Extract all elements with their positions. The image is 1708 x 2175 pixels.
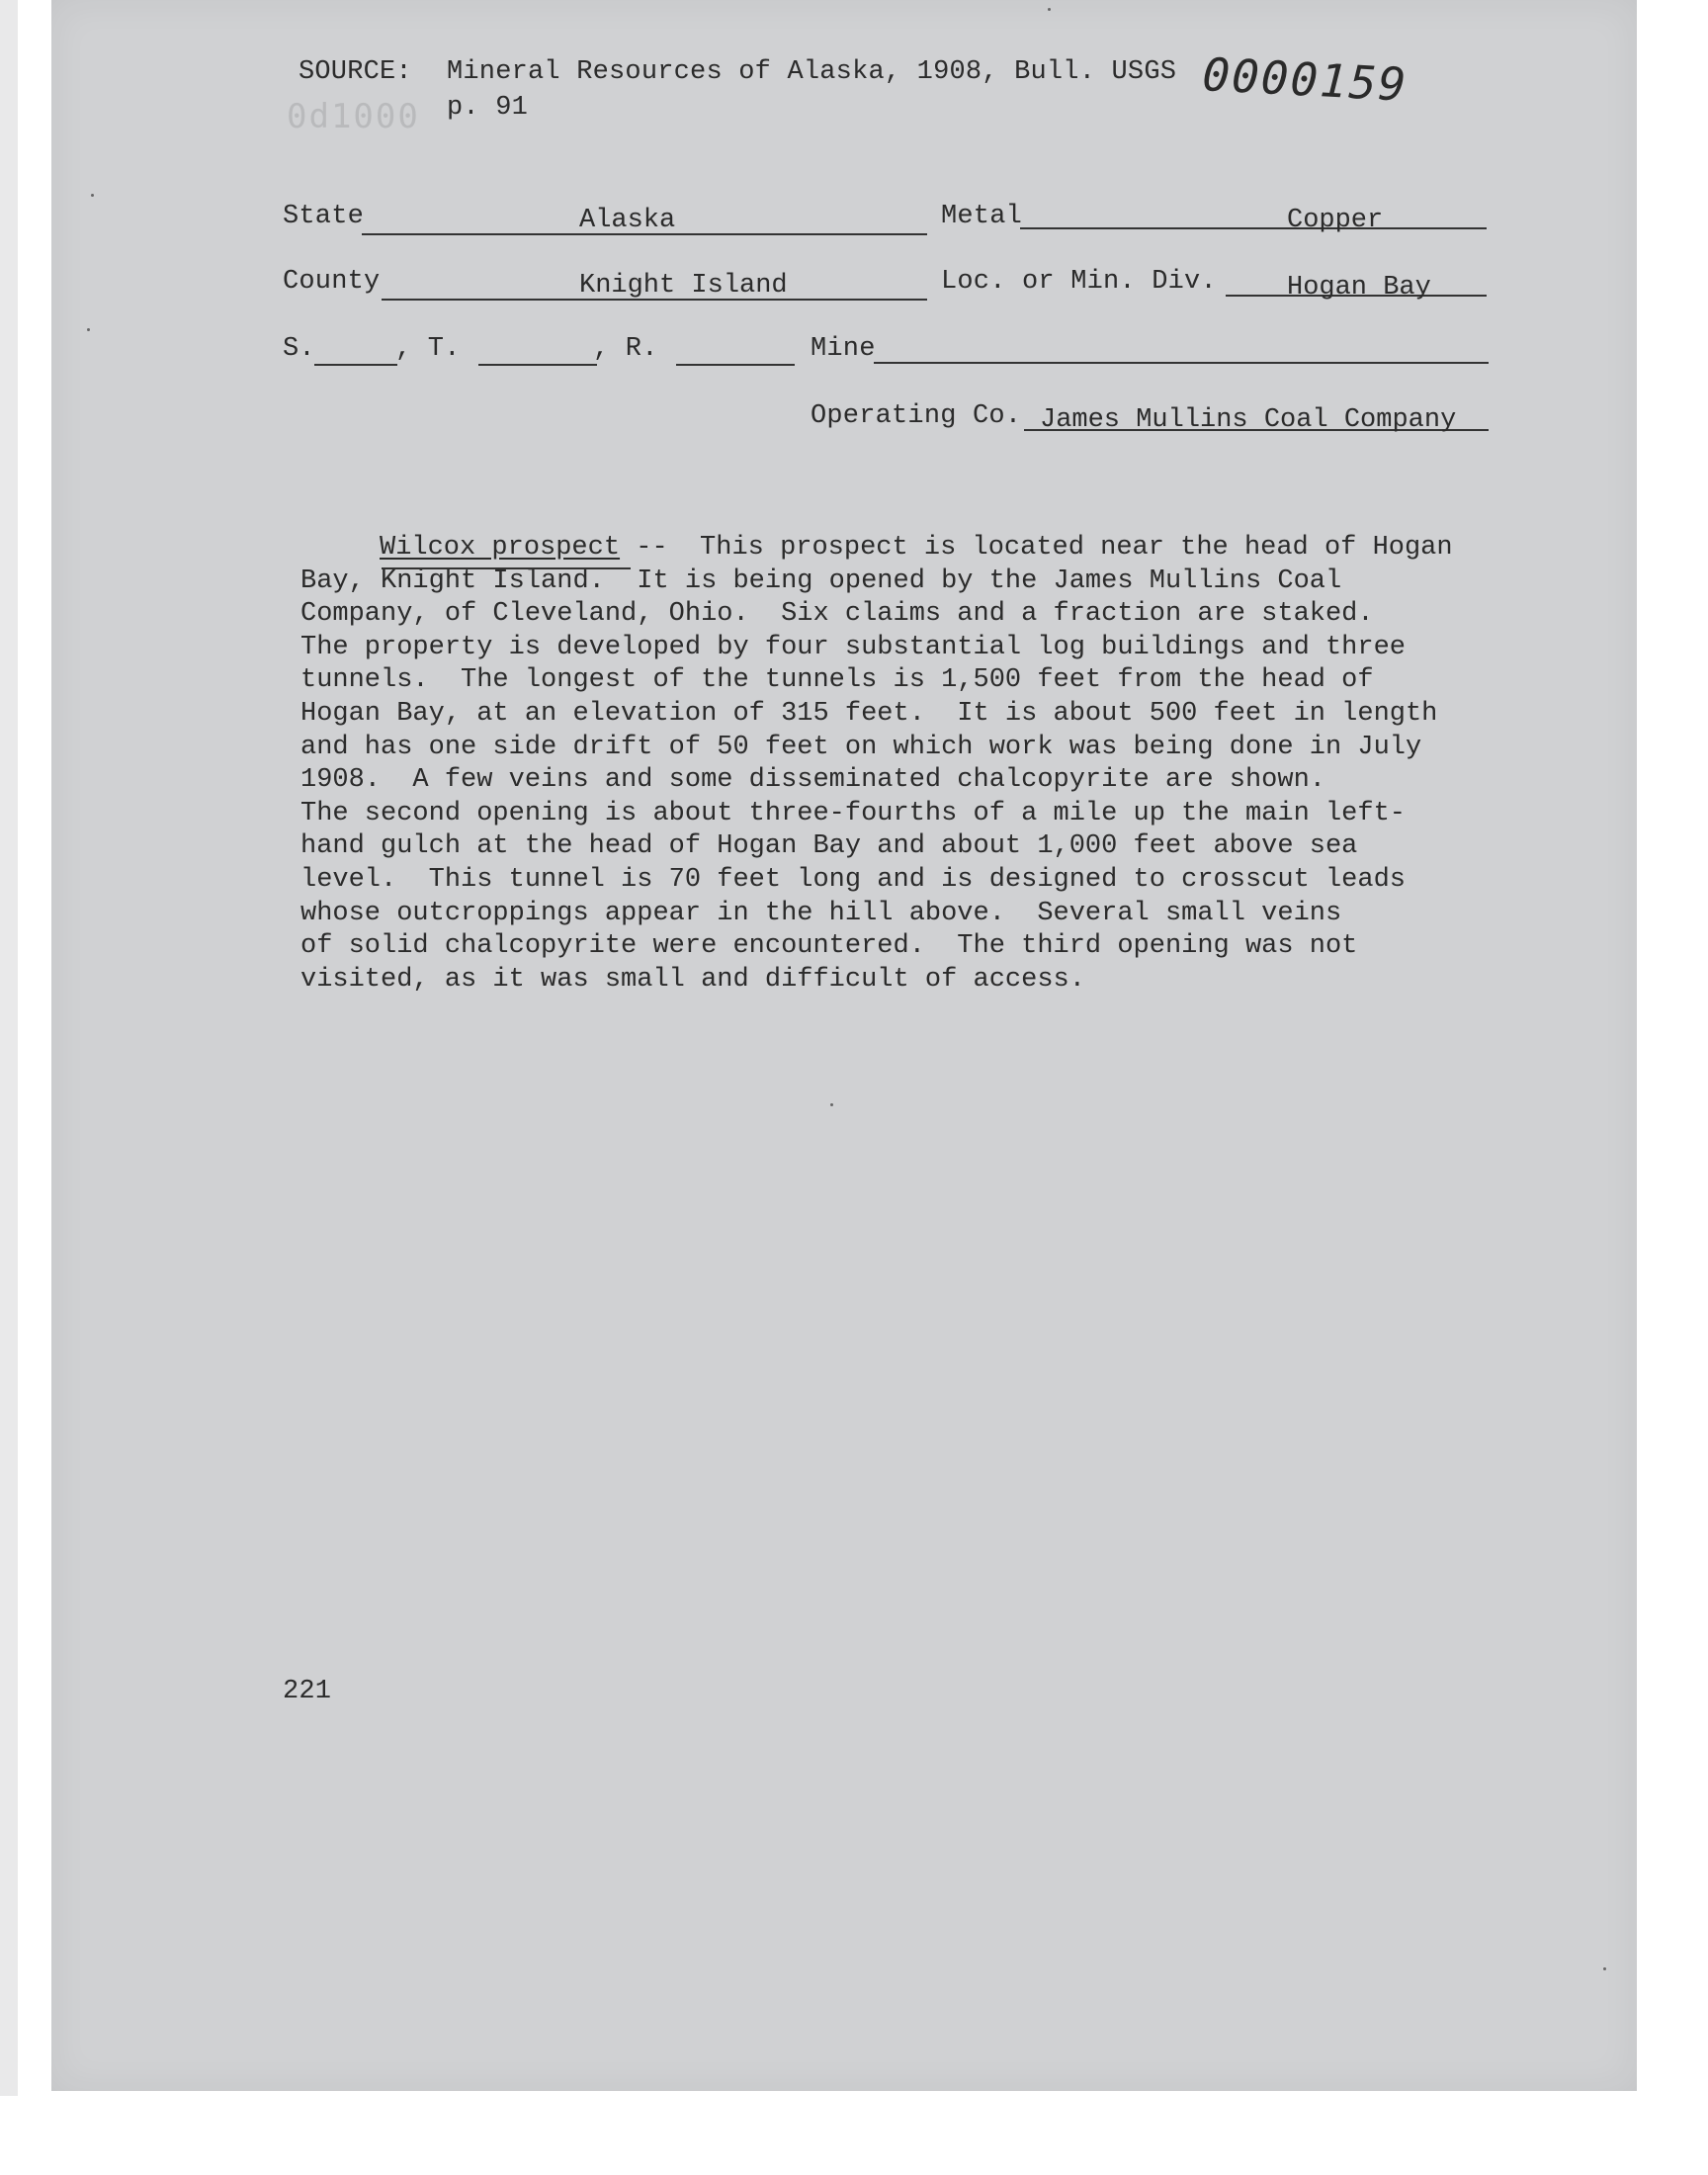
source-page: p. 91 [447,93,529,123]
source-label: SOURCE: [299,57,412,87]
scan-speck [1048,8,1051,11]
range-label: , R. [593,334,658,364]
scan-speck [1603,1967,1606,1970]
township-line [478,364,597,366]
state-label: State [283,202,365,231]
metal-label: Metal [941,202,1023,231]
state-value: Alaska [579,206,676,235]
township-label: , T. [395,334,461,364]
body-line-3: The property is developed by four substantial log buildings and three [300,632,1406,662]
county-label: County [283,267,381,297]
mine-line [874,362,1489,364]
range-line [676,364,795,366]
first-line [300,532,1526,566]
body-line-1: Bay, Knight Island. It is being opened by the James Mullins Coal [300,566,1342,596]
body-line-4: tunnels. The longest of the tunnels is 1,500 feet from the head of [300,665,1374,696]
body-line-2: Company, of Cleveland, Ohio. Six claims and a fraction are staked. [300,599,1374,630]
metal-line [1020,227,1487,229]
body-line-11: whose outcroppings appear in the hill above. Several small veins [300,898,1342,928]
county-value: Knight Island [579,271,788,301]
ghost-number: 0d1000 [287,97,420,136]
document-number-stamp: 0000159 [1201,47,1409,112]
loc-value: Hogan Bay [1287,273,1431,303]
body-line-13: visited, as it was small and difficult of access. [300,964,1085,995]
scan-speck [830,1103,833,1106]
prospect-title: Wilcox prospect [380,533,621,563]
page-number: 221 [283,1677,332,1706]
scan-speck [91,194,94,197]
operating-value: James Mullins Coal Company [1040,405,1457,435]
mine-label: Mine [811,334,876,364]
knight-island-underline [382,567,631,569]
body-line-12: of solid chalcopyrite were encountered. The third opening was not [300,931,1358,962]
loc-label: Loc. or Min. Div. [941,267,1217,297]
operating-label: Operating Co. [811,401,1022,431]
body-line-5: Hogan Bay, at an elevation of 315 feet. It is about 500 feet in length [300,698,1438,729]
document-page [51,0,1637,2091]
body-line-8: The second opening is about three-fourths of a mile up the main left- [300,798,1406,828]
scan-speck [87,328,90,331]
body-line-9: hand gulch at the head of Hogan Bay and about 1,000 feet above sea [300,831,1358,862]
section-line [314,364,397,366]
section-label: S. [283,334,315,364]
body-line-10: level. This tunnel is 70 feet long and is designed to crosscut leads [300,864,1406,895]
body-line-7: 1908. A few veins and some disseminated chalcopyrite are shown. [300,765,1325,796]
body-line-0: -- This prospect is located near the head of Hogan [620,533,1453,563]
body-line-6: and has one side drift of 50 feet on which work was being done in July [300,732,1422,762]
scan-edge [0,0,18,2096]
prospect-description [300,532,1526,997]
metal-value: Copper [1287,206,1384,235]
source-citation: Mineral Resources of Alaska, 1908, Bull. USGS [447,57,1177,87]
